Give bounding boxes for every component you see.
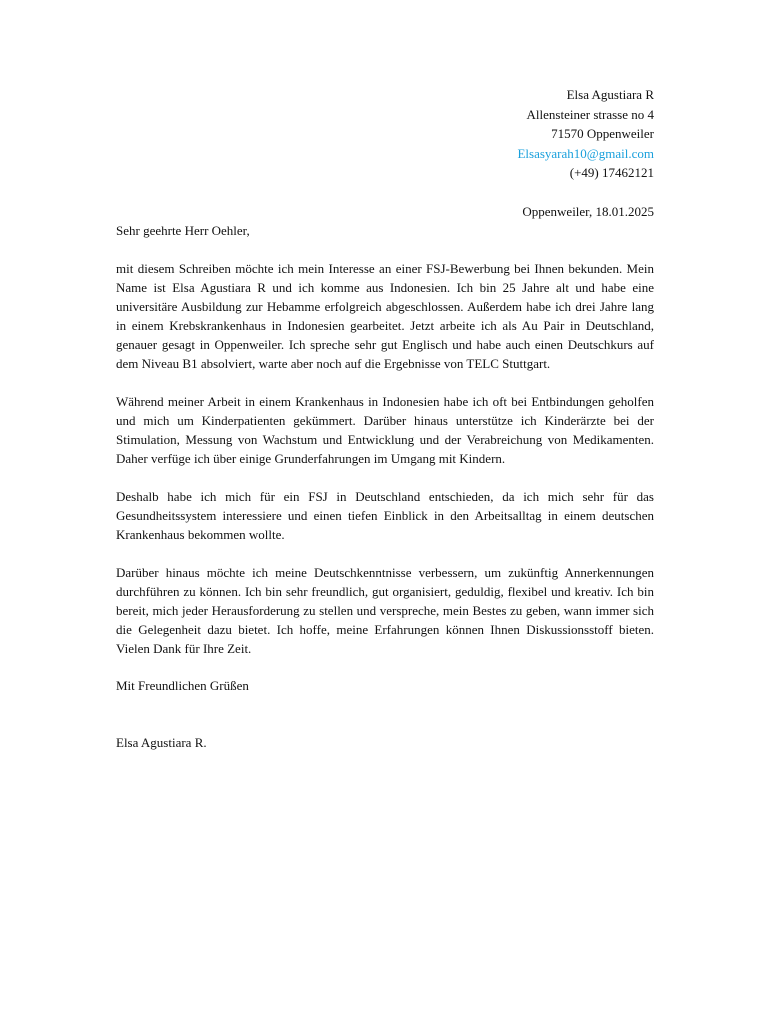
body-paragraph-2: Während meiner Arbeit in einem Krankenhaus in Indonesien habe ich oft bei Entbindungen geholfen und mich um Kinderpatienten gekümmert. Darüber hinaus unterstütze ich Kinderärzte bei der Stimulation, Messung von Wachstum und Entwicklung und der Verabreichung von Medikamenten. Daher verfüge ich über einige Grunderfahrungen im Umgang mit Kindern. [116,393,654,466]
salutation: Sehr geehrte Herr Oehler, [116,222,250,238]
sender-phone: (+49) 17462121 [569,165,654,180]
date-line: Oppenweiler, 18.01.2025 [522,203,654,219]
letter-page [116,85,654,752]
body-paragraph-4: Darüber hinaus möchte ich meine Deutschkenntnisse verbessern, um zukünftig Annerkennungen durchführen zu können. Ich bin sehr freundlich, gut organisiert, geduldig, flexibel und kreativ. Ich bin bereit, mich jeder Herausforderung zu stellen und verspreche, mein Bestes zu geben, wann immer sich die Gelegenheit dazu bietet. Ich hoffe, meine Erfahrungen können Ihnen Diskussionsstoff bieten. Vielen Dank für Ihre Zeit. [116,564,654,656]
signature-name: Elsa Agustiara R. [116,734,207,750]
body-paragraph-3: Deshalb habe ich mich für ein FSJ in Deutschland entschieden, da ich mich sehr für das Gesundheitssystem interessiere und einen tiefen Einblick in den Arbeitsalltag in einem deutschen Krankenhaus bekommen wollte. [116,488,654,542]
sender-block [116,85,654,183]
sender-name: Elsa Agustiara R [566,87,654,102]
sender-street: Allensteiner strasse no 4 [526,106,654,122]
closing: Mit Freundlichen Grüßen [116,677,249,693]
body-paragraph-1: mit diesem Schreiben möchte ich mein Interesse an einer FSJ-Bewerbung bei Ihnen bekunden. Mein Name ist Elsa Agustiara R und ich komme aus Indonesien. Ich bin 25 Jahre alt und habe eine universitäre Ausbildung zur Hebamme erfolgreich abgeschlossen. Außerdem habe ich drei Jahre lang in einem Krebskrankenhaus in Indonesien gearbeitet. Jetzt arbeite ich als Au Pair in Deutschland, genauer gesagt in Oppenweiler. Ich spreche sehr gut Englisch und habe auch einen Deutschkurs auf dem Niveau B1 absolviert, warte aber noch auf die Ergebnisse von TELC Stuttgart. [116,260,654,371]
sender-email-link[interactable]: Elsasyarah10@gmail.com [517,145,654,161]
sender-city: 71570 Oppenweiler [551,126,654,141]
